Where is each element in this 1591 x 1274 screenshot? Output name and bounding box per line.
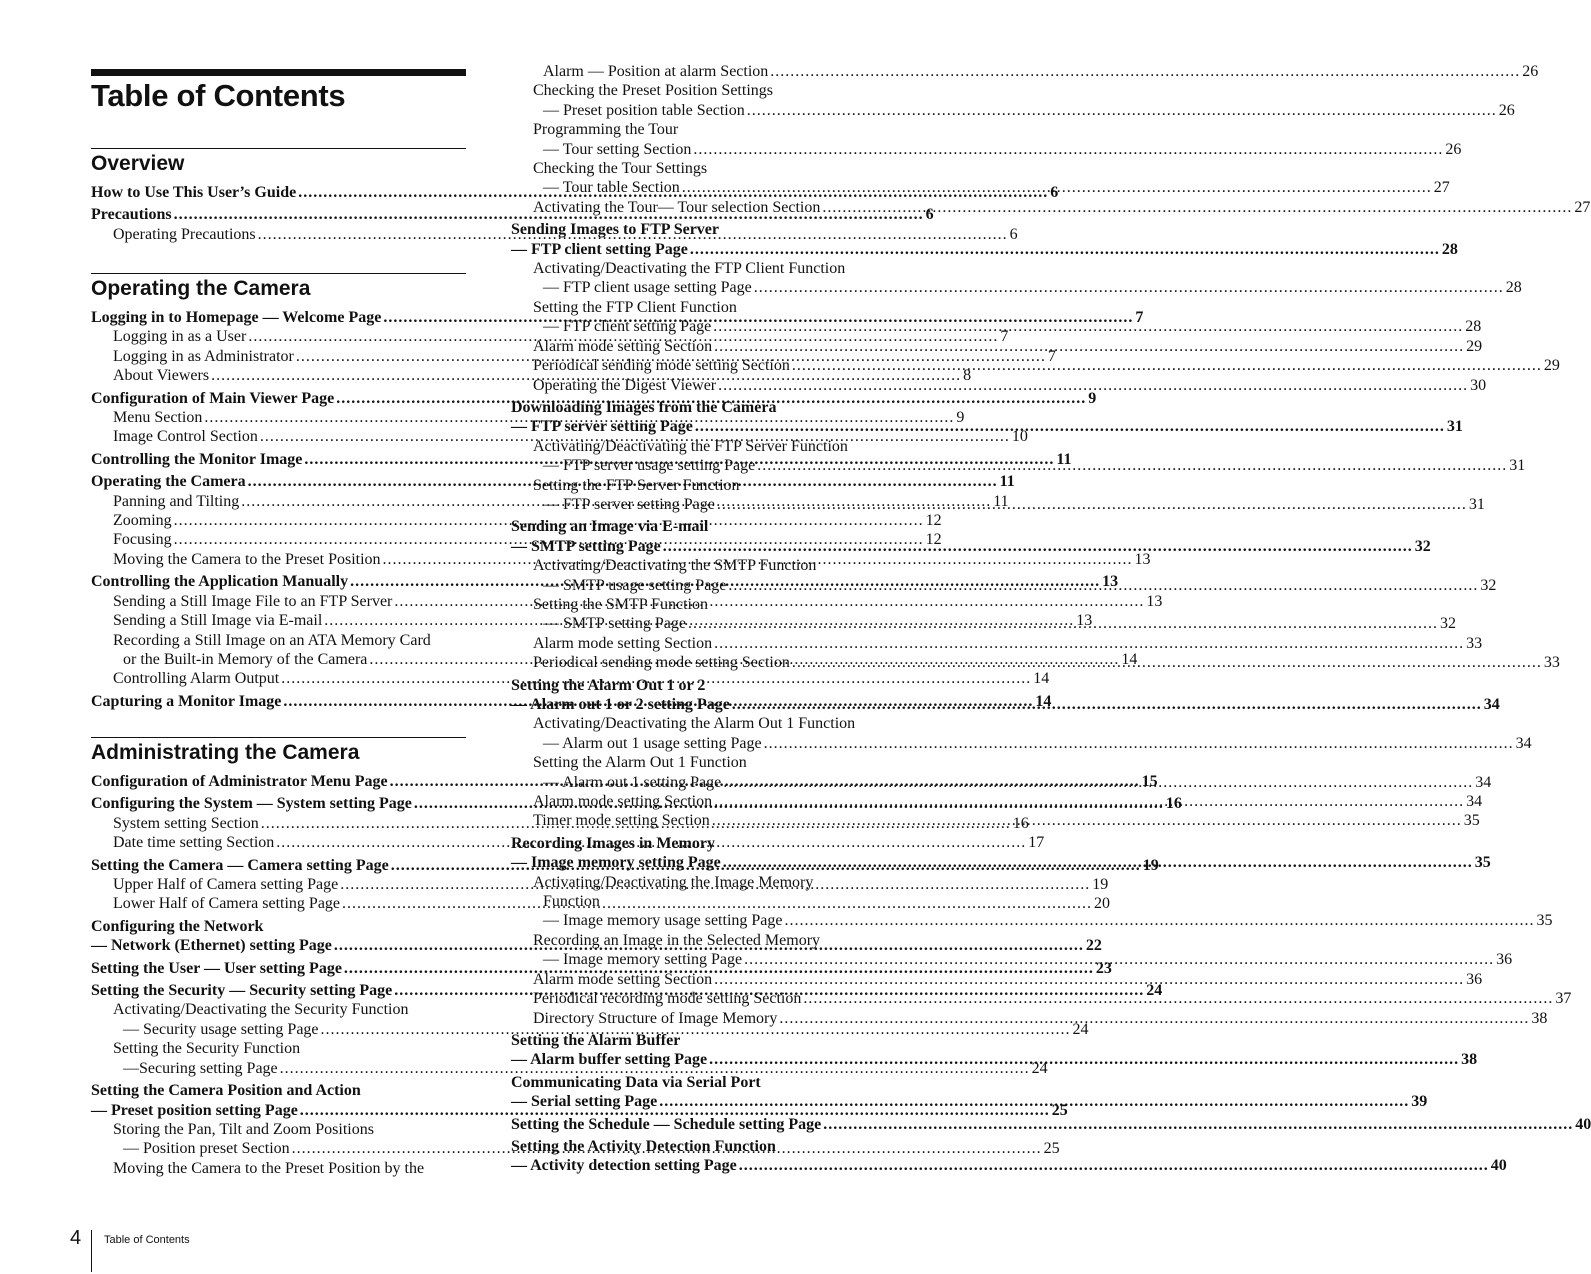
toc-entry-title: — SMTP usage setting Page — [543, 576, 727, 594]
toc-page-number: 24 — [1031, 1059, 1048, 1077]
page-title: Table of Contents — [91, 78, 346, 113]
toc-entry-title: About Viewers — [113, 367, 210, 385]
toc-entry-title: Sending Images to FTP Server — [511, 221, 719, 239]
toc-leader-dots — [792, 356, 1542, 375]
toc-entry-title: Alarm mode setting Section — [533, 970, 713, 988]
toc-entry-title: — SMTP setting Page — [511, 537, 661, 555]
toc-page-number: 27 — [1433, 179, 1450, 197]
toc-entry[interactable] — [511, 676, 886, 695]
toc-entry-title: — FTP client setting Page — [543, 318, 712, 336]
toc-page-number: 34 — [1515, 734, 1532, 752]
toc-entry-title: — Image memory usage setting Page — [543, 912, 783, 930]
toc-entry[interactable] — [511, 62, 1539, 81]
toc-entry-title: — Security usage setting Page — [123, 1020, 319, 1038]
toc-entry-title: Recording an Image in the Selected Memory — [533, 931, 821, 949]
toc-page-number: 24 — [1072, 1020, 1089, 1038]
toc-entry-title: Alarm — Position at alarm Section — [543, 63, 769, 80]
toc-page-number: 32 — [1439, 615, 1456, 633]
toc-entry[interactable] — [511, 753, 886, 772]
toc-page-number: 9 — [956, 409, 965, 427]
toc-entry-title: — Preset position setting Page — [91, 1101, 298, 1119]
toc-entry-title: Setting the SMTP Function — [533, 595, 708, 613]
toc-entry[interactable] — [511, 1009, 1548, 1028]
toc-entry-title: Setting the User — User setting Page — [91, 959, 342, 977]
toc-entry-title: Controlling Alarm Output — [113, 670, 280, 688]
toc-page-number: 7 — [1000, 328, 1009, 346]
toc-entry-title: Logging in as Administrator — [113, 347, 294, 365]
toc-entry[interactable] — [511, 101, 1515, 120]
toc-entry-title: Image Control Section — [113, 428, 258, 446]
toc-page-number: 36 — [1466, 970, 1483, 988]
toc-entry-title: Activating/Deactivating the Alarm Out 1 Function — [533, 715, 856, 733]
toc-entry-title: Activating/Deactivating the FTP Server Function — [533, 437, 848, 455]
toc-page-number: 36 — [1496, 951, 1513, 969]
toc-entry-title: Focusing — [113, 531, 172, 549]
toc-entry-title: Date time setting Section — [113, 834, 275, 852]
toc-page-number: 15 — [1141, 773, 1158, 790]
toc-page-number: 33 — [1543, 654, 1560, 672]
toc-page-number: 32 — [1480, 576, 1497, 594]
toc-leader-dots — [770, 62, 1520, 81]
toc-page-number: 7 — [1135, 309, 1144, 326]
toc-entry-title: Recording a Still Image on an ATA Memory Card — [113, 631, 431, 649]
toc-entry-title: Logging in to Homepage — Welcome Page — [91, 309, 382, 326]
toc-page-number: 6 — [1009, 225, 1018, 243]
toc-entry-title: Operating Precautions — [113, 225, 256, 243]
toc-entry-title: Timer mode setting Section — [533, 812, 710, 830]
toc-entry-title: or the Built-in Memory of the Camera — [123, 650, 368, 668]
toc-leader-dots — [757, 456, 1507, 475]
toc-leader-dots — [693, 140, 1443, 159]
toc-leader-dots — [663, 537, 1413, 556]
toc-page-number: 22 — [1085, 937, 1102, 955]
toc-entry-title: Setting the FTP Client Function — [533, 298, 737, 316]
footer-label: Table of Contents — [104, 1234, 190, 1246]
toc-page-number: 38 — [1531, 1009, 1548, 1027]
toc-entry-title: Sending an Image via E-mail — [511, 518, 709, 536]
toc-entry-title: Moving the Camera to the Preset Position by the — [113, 1159, 425, 1177]
toc-entry-title: Configuration of Administrator Menu Page — [91, 773, 388, 790]
toc-entry-title: Zooming — [113, 512, 172, 530]
toc-page-number: 14 — [1033, 670, 1050, 688]
toc-leader-dots — [713, 317, 1463, 336]
toc-page-number: 11 — [1056, 450, 1072, 468]
section-heading: Operating the Camera — [91, 277, 311, 300]
toc-entry-title: Upper Half of Camera setting Page — [113, 876, 339, 894]
toc-entry-title: — FTP server setting Page — [511, 418, 693, 436]
toc-page-number: 26 — [1445, 140, 1462, 158]
toc-entry-title: Setting the Camera Position and Action — [91, 1082, 361, 1100]
toc-page-number: 38 — [1461, 1051, 1478, 1069]
toc-entry-title: Logging in as a User — [113, 328, 247, 346]
toc-entry[interactable] — [511, 198, 1591, 217]
toc-entry-title: Activating the Tour— Tour selection Section — [533, 198, 821, 216]
toc-entry-title: Moving the Camera to the Preset Position — [113, 550, 381, 568]
toc-entry[interactable] — [511, 120, 886, 139]
toc-page-number: 19 — [1142, 856, 1159, 874]
toc-leader-dots — [803, 989, 1553, 1008]
toc-page-number: 14 — [1121, 650, 1138, 668]
toc-entry-title: — Network (Ethernet) setting Page — [91, 937, 332, 955]
toc-leader-dots — [682, 178, 1432, 197]
toc-entry[interactable] — [511, 634, 1483, 653]
toc-entry-title: Sending a Still Image File to an FTP Server — [113, 592, 393, 610]
toc-page-number: 12 — [925, 512, 942, 530]
toc-entry[interactable] — [511, 1156, 1507, 1175]
toc-leader-dots — [723, 853, 1473, 872]
toc-entry-title: Setting the Schedule — Schedule setting Page — [511, 1115, 822, 1133]
toc-entry[interactable] — [511, 476, 886, 495]
toc-page-number: 28 — [1505, 279, 1522, 297]
section-rule — [91, 737, 466, 738]
toc-page-number: 23 — [1095, 959, 1112, 977]
toc-entry-title: Menu Section — [113, 409, 203, 427]
toc-leader-dots — [714, 792, 1464, 811]
toc-entry-title: Controlling the Application Manually — [91, 573, 349, 591]
toc-entry-title: Setting the Security Function — [113, 1040, 301, 1058]
toc-page-number: 13 — [1146, 592, 1163, 610]
toc-entry-title: Downloading Images from the Camera — [511, 398, 777, 416]
toc-entry-title: Configuring the Network — [91, 917, 264, 935]
toc-leader-dots — [688, 614, 1438, 633]
toc-entry-title: Setting the Activity Detection Function — [511, 1137, 776, 1155]
toc-page-number: 25 — [1043, 1140, 1060, 1158]
toc-entry[interactable] — [511, 159, 886, 178]
toc-page-number: 14 — [1035, 692, 1052, 710]
toc-entry-title: — FTP server usage setting Page — [543, 457, 756, 475]
toc-entry[interactable] — [511, 278, 1522, 297]
toc-page-number: 19 — [1092, 876, 1109, 894]
toc-entry-title: Configuring the System — System setting Page — [91, 795, 412, 813]
toc-page-number: 30 — [1470, 376, 1487, 394]
toc-entry[interactable] — [91, 1081, 466, 1100]
toc-leader-dots — [659, 1092, 1409, 1111]
toc-entry[interactable] — [91, 1020, 1089, 1039]
toc-entry-title: Storing the Pan, Tilt and Zoom Positions — [113, 1120, 374, 1138]
toc-page-number: 11 — [999, 473, 1015, 491]
toc-page-number: 31 — [1446, 418, 1463, 436]
toc-entry-title: — SMTP setting Page — [543, 615, 686, 633]
toc-entry-title: Activating/Deactivating the SMTP Function — [533, 557, 817, 575]
section-rule — [91, 273, 466, 274]
toc-entry-title: Setting the Security — Security setting Page — [91, 982, 393, 1000]
toc-page-number: 35 — [1463, 812, 1480, 830]
toc-entry[interactable] — [511, 178, 1450, 197]
toc-entry-title: Lower Half of Camera setting Page — [113, 895, 341, 913]
section-heading: Overview — [91, 152, 185, 175]
toc-entry[interactable] — [511, 556, 886, 575]
toc-entry-title: Controlling the Monitor Image — [91, 450, 303, 468]
section-rule — [91, 148, 466, 149]
toc-leader-dots — [779, 1009, 1529, 1028]
toc-entry[interactable] — [511, 734, 1532, 753]
toc-entry[interactable] — [511, 1031, 886, 1050]
toc-entry[interactable] — [511, 517, 886, 536]
toc-page-number: 24 — [1146, 982, 1163, 1000]
toc-page-number: 25 — [1051, 1101, 1068, 1119]
toc-entry[interactable] — [91, 917, 466, 936]
toc-entry-title: — FTP server setting Page — [543, 495, 715, 513]
toc-entry-title: Directory Structure of Image Memory — [533, 1009, 778, 1027]
toc-leader-dots — [747, 101, 1497, 120]
toc-page-number: 13 — [1102, 573, 1119, 591]
toc-entry-title: — Preset position table Section — [543, 101, 745, 119]
toc-page-number: 16 — [1165, 795, 1182, 813]
toc-page-number: 35 — [1474, 854, 1491, 872]
toc-page-number: 26 — [1522, 63, 1539, 80]
toc-leader-dots — [744, 950, 1494, 969]
toc-entry[interactable] — [91, 1159, 466, 1178]
toc-entry-title: — Tour table Section — [543, 179, 680, 197]
toc-page-number: 12 — [925, 531, 942, 549]
toc-entry[interactable] — [511, 376, 1487, 395]
toc-entry[interactable] — [91, 1039, 466, 1058]
toc-entry-title: Periodical sending mode setting Section — [533, 357, 790, 375]
toc-page-number: 40 — [1575, 1115, 1591, 1133]
toc-entry-title: Activating/Deactivating the Security Function — [113, 1001, 409, 1019]
toc-page-number: 34 — [1475, 773, 1492, 791]
toc-leader-dots — [739, 1156, 1489, 1175]
toc-page-number: 31 — [1509, 457, 1526, 475]
toc-entry-title: Periodical sending mode setting Section — [533, 654, 790, 672]
toc-entry[interactable] — [511, 298, 886, 317]
toc-leader-dots — [717, 495, 1467, 514]
toc-entry[interactable] — [511, 220, 886, 239]
toc-entry[interactable] — [511, 931, 886, 950]
toc-page-number: 13 — [1076, 612, 1093, 630]
toc-page-number: 7 — [1047, 347, 1056, 365]
toc-entry[interactable] — [91, 631, 466, 650]
toc-page-number: 29 — [1543, 357, 1560, 375]
toc-entry[interactable] — [511, 1073, 886, 1092]
toc-entry-title: — Activity detection setting Page — [511, 1157, 737, 1175]
toc-entry[interactable] — [511, 356, 1560, 375]
toc-leader-dots — [714, 337, 1464, 356]
toc-entry-title: System setting Section — [113, 814, 259, 832]
toc-entry-title: Panning and Tilting — [113, 492, 240, 510]
toc-entry[interactable] — [511, 337, 1483, 356]
toc-entry-title: — Alarm out 1 usage setting Page — [543, 734, 762, 752]
toc-entry-title: — Position preset Section — [123, 1140, 290, 1158]
toc-entry-title: Function — [543, 893, 600, 911]
toc-leader-dots — [709, 1050, 1459, 1069]
toc-entry-title: — Alarm buffer setting Page — [511, 1051, 708, 1069]
toc-entry-title: Setting the Camera — Camera setting Page — [91, 856, 389, 874]
toc-entry-title: — Image memory setting Page — [543, 951, 743, 969]
toc-entry-title: Alarm mode setting Section — [533, 634, 713, 652]
toc-entry[interactable] — [511, 970, 1483, 989]
toc-page-number: 34 — [1483, 696, 1500, 713]
toc-entry[interactable] — [511, 140, 1462, 159]
toc-entry-title: Communicating Data via Serial Port — [511, 1073, 761, 1091]
toc-page-number: 6 — [925, 206, 934, 224]
toc-page-number: 31 — [1468, 495, 1485, 513]
toc-entry-title: How to Use This User’s Guide — [91, 184, 297, 201]
toc-entry[interactable] — [511, 834, 886, 853]
toc-page-number: 32 — [1414, 537, 1431, 555]
toc-entry-title: Checking the Preset Position Settings — [533, 82, 773, 100]
toc-entry-title: Alarm mode setting Section — [533, 793, 713, 811]
toc-page-number: 8 — [963, 367, 972, 385]
toc-entry[interactable] — [91, 1000, 466, 1019]
toc-page-number: 35 — [1536, 912, 1553, 930]
toc-entry[interactable] — [511, 892, 886, 911]
toc-leader-dots — [792, 653, 1542, 672]
toc-leader-dots — [718, 376, 1468, 395]
toc-page-number: 6 — [1050, 184, 1059, 201]
toc-entry[interactable] — [511, 81, 886, 100]
toc-page-number: 37 — [1555, 990, 1572, 1008]
toc-entry-title: Configuration of Main Viewer Page — [91, 389, 335, 407]
toc-page-number: 9 — [1088, 389, 1097, 407]
toc-entry-title: — FTP client usage setting Page — [543, 279, 752, 297]
toc-page-number: 28 — [1465, 318, 1482, 336]
toc-page-number: 28 — [1441, 240, 1458, 258]
toc-entry[interactable] — [511, 398, 886, 417]
toc-page-number: 26 — [1498, 101, 1515, 119]
toc-page-number: 20 — [1094, 895, 1111, 913]
toc-entry[interactable] — [511, 714, 886, 733]
toc-entry-title: —Securing setting Page — [123, 1059, 278, 1077]
toc-page-number: 34 — [1466, 793, 1483, 811]
toc-leader-dots — [732, 695, 1482, 714]
toc-entry-title: Periodical recording mode setting Section — [533, 990, 802, 1008]
toc-entry-title: Setting the FTP Server Function — [533, 476, 740, 494]
title-top-bar — [91, 69, 466, 76]
toc-entry[interactable] — [511, 911, 1553, 930]
toc-entry-title: Checking the Tour Settings — [533, 160, 708, 178]
toc-entry[interactable] — [511, 1137, 886, 1156]
toc-page-number: 16 — [1012, 814, 1029, 832]
toc-entry-title: Setting the Alarm Out 1 Function — [533, 754, 747, 772]
toc-entry-title: Operating the Camera — [91, 473, 246, 491]
toc-entry-title: — Image memory setting Page — [511, 854, 721, 872]
toc-entry[interactable] — [91, 1120, 466, 1139]
toc-page-number: 39 — [1411, 1093, 1428, 1111]
toc-page-number: 29 — [1466, 337, 1483, 355]
section-heading: Administrating the Camera — [91, 741, 360, 764]
toc-entry-title: — Tour setting Section — [543, 140, 692, 158]
toc-leader-dots — [728, 576, 1478, 595]
toc-leader-dots — [690, 240, 1440, 259]
toc-entry[interactable] — [511, 417, 1463, 436]
toc-entry-title: Sending a Still Image via E-mail — [113, 612, 323, 630]
toc-entry-title: — FTP client setting Page — [511, 240, 688, 258]
toc-page-number: 40 — [1490, 1157, 1507, 1175]
toc-leader-dots — [723, 773, 1473, 792]
toc-entry-title: Precautions — [91, 206, 172, 224]
toc-entry-title: Operating the Digest Viewer — [533, 376, 717, 394]
toc-leader-dots — [714, 634, 1464, 653]
toc-page-number: 33 — [1466, 634, 1483, 652]
toc-entry[interactable] — [511, 873, 886, 892]
toc-leader-dots — [695, 417, 1445, 436]
toc-entry-title: Recording Images in Memory — [511, 834, 715, 852]
toc-entry-title: Alarm mode setting Section — [533, 337, 713, 355]
toc-leader-dots — [712, 811, 1462, 830]
toc-entry[interactable] — [511, 595, 886, 614]
toc-entry-title: Activating/Deactivating the Image Memory — [533, 873, 814, 891]
toc-entry-title: — Serial setting Page — [511, 1093, 658, 1111]
toc-page-number: 17 — [1028, 834, 1045, 852]
toc-page-number: 10 — [1011, 428, 1028, 446]
toc-leader-dots — [714, 970, 1464, 989]
toc-leader-dots — [754, 278, 1504, 297]
toc-entry[interactable] — [511, 317, 1482, 336]
toc-entry[interactable] — [511, 1115, 1591, 1134]
toc-leader-dots — [823, 1115, 1573, 1134]
toc-leader-dots — [764, 734, 1514, 753]
toc-page-number: 13 — [1134, 550, 1151, 568]
toc-entry-title: Setting the Alarm Buffer — [511, 1031, 681, 1049]
page-number: 4 — [70, 1227, 82, 1249]
toc-entry[interactable] — [511, 240, 1458, 259]
toc-entry[interactable] — [511, 259, 886, 278]
toc-entry-title: Capturing a Monitor Image — [91, 692, 282, 710]
toc-entry-title: — Alarm out 1 setting Page — [543, 773, 722, 791]
toc-page-number: 11 — [993, 492, 1009, 510]
toc-leader-dots — [822, 198, 1572, 217]
toc-entry-title: Programming the Tour — [533, 121, 679, 139]
toc-leader-dots — [785, 911, 1535, 930]
toc-entry[interactable] — [511, 437, 886, 456]
toc-page-number: 27 — [1574, 198, 1591, 216]
toc-entry-title: Activating/Deactivating the FTP Client Function — [533, 260, 846, 278]
footer-divider — [91, 1230, 92, 1272]
toc-entry-title: — Alarm out 1 or 2 setting Page — [511, 696, 730, 713]
toc-entry-title: Setting the Alarm Out 1 or 2 — [511, 676, 706, 694]
